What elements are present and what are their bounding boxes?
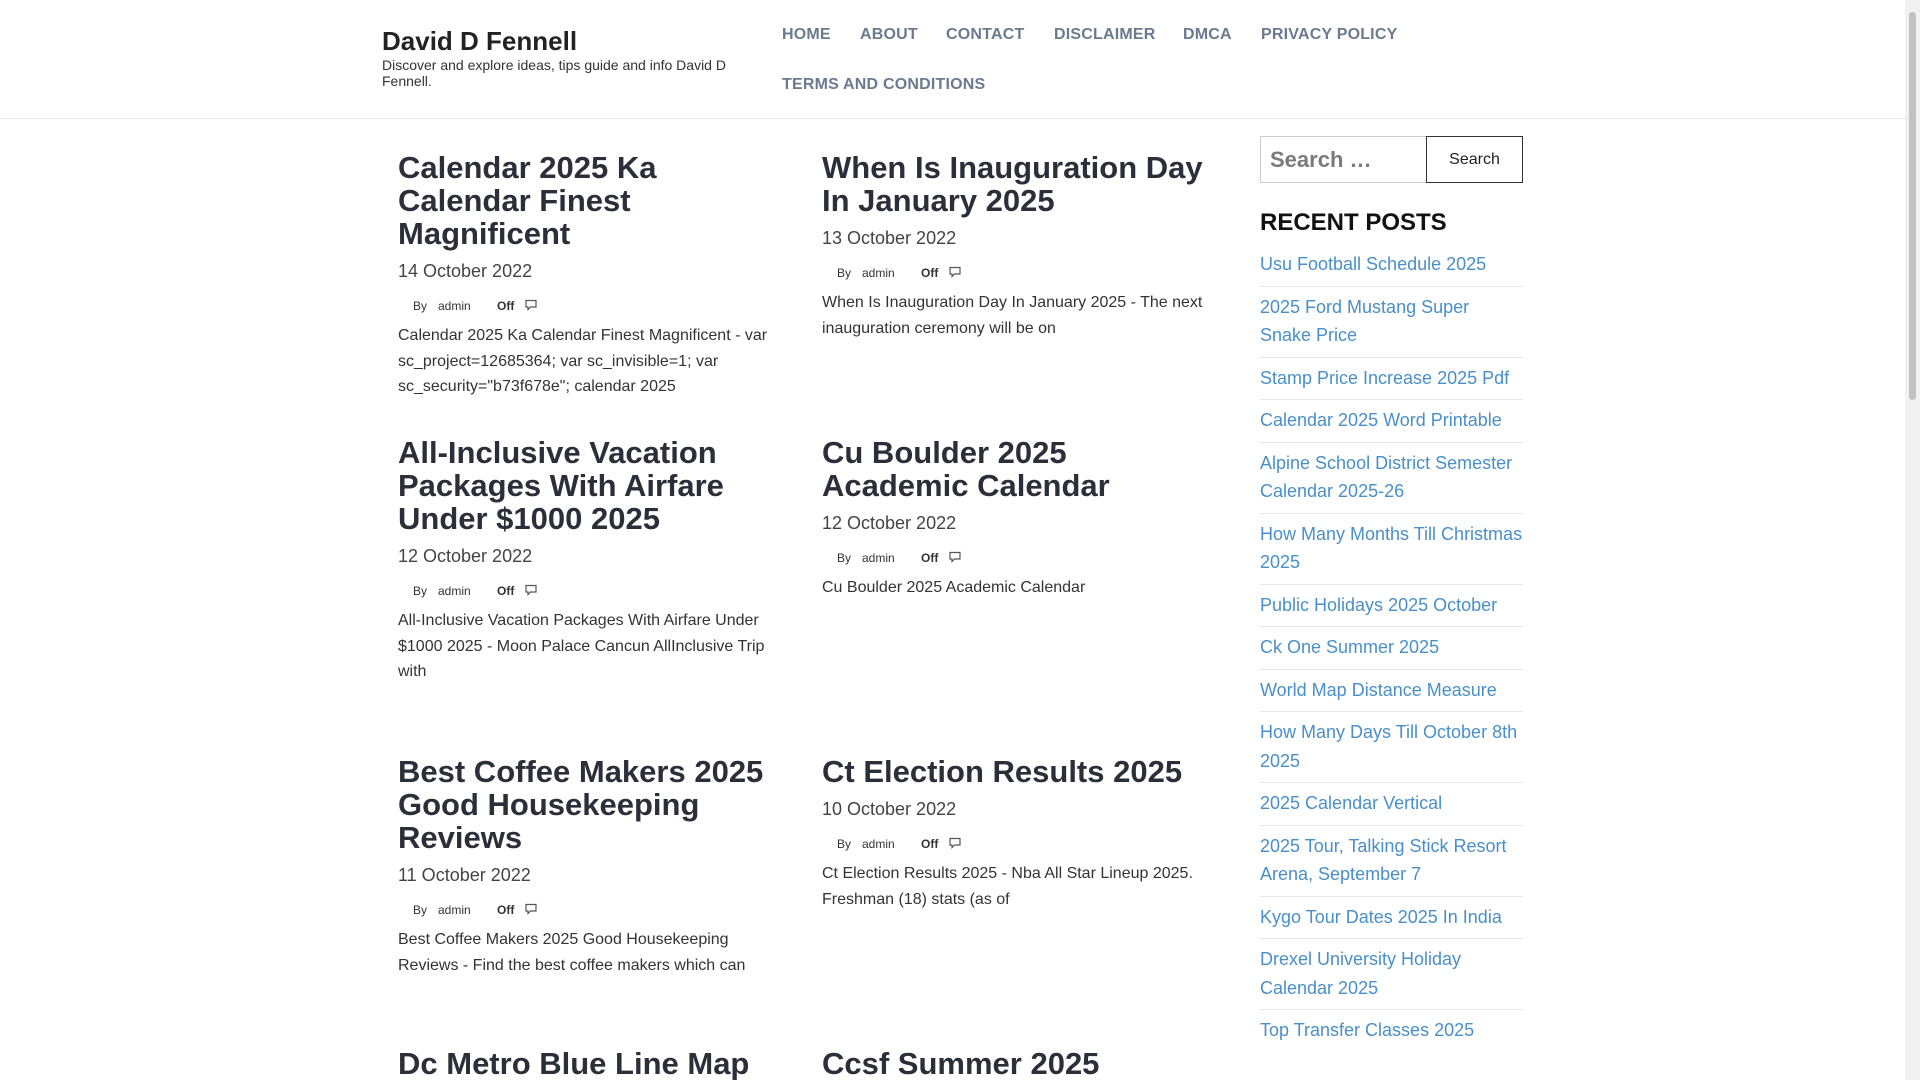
post-card bbox=[822, 436, 1207, 601]
site-branding bbox=[382, 26, 742, 89]
post-author[interactable]: admin bbox=[438, 584, 471, 598]
post-comments: Off bbox=[921, 266, 939, 280]
post-title[interactable]: Dc Metro Blue Line Map bbox=[398, 1046, 750, 1080]
comment-icon bbox=[525, 299, 537, 311]
post-comments: Off bbox=[497, 903, 515, 917]
search-form bbox=[1260, 136, 1523, 183]
recent-post-link[interactable]: Usu Football Schedule 2025 bbox=[1260, 254, 1487, 274]
list-item bbox=[1260, 670, 1523, 713]
post-title[interactable]: Ct Election Results 2025 bbox=[822, 754, 1183, 789]
list-item bbox=[1260, 712, 1523, 783]
post-comments: Off bbox=[497, 584, 515, 598]
recent-post-link[interactable]: Drexel University Holiday Calendar 2025 bbox=[1260, 949, 1462, 998]
page-scrollbar[interactable] bbox=[1905, 0, 1920, 1080]
post-by-label: By bbox=[413, 299, 428, 313]
site-description: Discover and explore ideas, tips guide and info David D Fennell. bbox=[382, 57, 726, 89]
post-by-label: By bbox=[413, 584, 428, 598]
recent-post-link[interactable]: Calendar 2025 Word Printable bbox=[1260, 410, 1502, 430]
post-author[interactable]: admin bbox=[862, 551, 895, 565]
recent-post-link[interactable]: How Many Days Till October 8th 2025 bbox=[1260, 722, 1518, 771]
post-title[interactable]: All-Inclusive Vacation Packages With Airfare Under $1000 2025 bbox=[398, 435, 724, 536]
search-input[interactable] bbox=[1260, 136, 1427, 183]
comment-icon bbox=[525, 584, 537, 596]
post-card bbox=[822, 1047, 1207, 1080]
post-by-label: By bbox=[837, 266, 852, 280]
recent-posts-list bbox=[1260, 244, 1523, 1052]
post-meta bbox=[822, 266, 1207, 280]
list-item bbox=[1260, 939, 1523, 1010]
search-button[interactable]: Search bbox=[1426, 136, 1523, 183]
comment-icon bbox=[949, 266, 961, 278]
post-author[interactable]: admin bbox=[862, 837, 895, 851]
recent-posts-heading: RECENT POSTS bbox=[1260, 209, 1447, 236]
list-item bbox=[1260, 443, 1523, 514]
post-excerpt: Best Coffee Makers 2025 Good Housekeeping Reviews - Find the best coffee makers which can bbox=[398, 931, 746, 974]
post-card bbox=[822, 151, 1207, 341]
list-item bbox=[1260, 627, 1523, 670]
recent-post-link[interactable]: Alpine School District Semester Calendar 2025-26 bbox=[1260, 452, 1513, 501]
nav-contact[interactable]: CONTACT bbox=[946, 26, 1025, 43]
post-excerpt: When Is Inauguration Day In January 2025 - The next inauguration ceremony will be on bbox=[822, 294, 1203, 337]
post-date: 13 October 2022 bbox=[822, 228, 957, 248]
post-date: 10 October 2022 bbox=[822, 799, 957, 819]
sidebar bbox=[1260, 136, 1523, 1052]
recent-post-link[interactable]: Stamp Price Increase 2025 Pdf bbox=[1260, 367, 1510, 388]
nav-home[interactable]: HOME bbox=[782, 26, 831, 43]
list-item bbox=[1260, 1010, 1523, 1052]
post-excerpt: Ct Election Results 2025 - Nba All Star Lineup 2025. Freshman (18) stats (as of bbox=[822, 865, 1193, 908]
post-excerpt: All-Inclusive Vacation Packages With Airfare Under $1000 2025 - Moon Palace Cancun AllInclusive Trip with bbox=[398, 612, 765, 680]
post-by-label: By bbox=[413, 903, 428, 917]
post-excerpt: Cu Boulder 2025 Academic Calendar bbox=[822, 579, 1086, 596]
post-meta bbox=[398, 299, 783, 313]
list-item bbox=[1260, 400, 1523, 443]
recent-post-link[interactable]: 2025 Calendar Vertical bbox=[1260, 793, 1443, 813]
recent-post-link[interactable]: Public Holidays 2025 October bbox=[1260, 594, 1498, 615]
post-title[interactable]: Cu Boulder 2025 Academic Calendar bbox=[822, 435, 1110, 503]
scrollbar-thumb[interactable] bbox=[1909, 12, 1916, 400]
post-author[interactable]: admin bbox=[438, 299, 471, 313]
comment-icon bbox=[949, 551, 961, 563]
post-date: 12 October 2022 bbox=[398, 546, 533, 566]
post-title[interactable]: Calendar 2025 Ka Calendar Finest Magnificent bbox=[398, 150, 657, 251]
nav-about[interactable]: ABOUT bbox=[860, 26, 918, 43]
post-comments: Off bbox=[921, 551, 939, 565]
nav-disclaimer[interactable]: DISCLAIMER bbox=[1054, 26, 1156, 43]
post-date: 12 October 2022 bbox=[822, 513, 957, 533]
post-comments: Off bbox=[497, 299, 515, 313]
post-title[interactable]: Best Coffee Makers 2025 Good Housekeeping Reviews bbox=[398, 754, 764, 855]
post-card bbox=[822, 755, 1207, 912]
post-card bbox=[398, 151, 783, 400]
recent-post-link[interactable]: How Many Months Till Christmas 2025 bbox=[1260, 523, 1523, 572]
post-date: 11 October 2022 bbox=[398, 865, 531, 885]
post-meta bbox=[398, 584, 783, 598]
recent-post-link[interactable]: Kygo Tour Dates 2025 In India bbox=[1260, 906, 1502, 927]
post-excerpt: Calendar 2025 Ka Calendar Finest Magnificent - var sc_project=12685364; var sc_invisible=1; var sc_security="b73f678e"; calendar 2025 bbox=[398, 327, 768, 395]
post-date: 14 October 2022 bbox=[398, 261, 533, 281]
recent-post-link[interactable]: World Map Distance Measure bbox=[1260, 679, 1497, 700]
post-card bbox=[398, 755, 783, 978]
nav-terms-and-conditions[interactable]: TERMS AND CONDITIONS bbox=[782, 76, 986, 93]
post-meta bbox=[398, 903, 783, 917]
post-title[interactable]: Ccsf Summer 2025 bbox=[822, 1046, 1100, 1080]
comment-icon bbox=[949, 837, 961, 849]
list-item bbox=[1260, 358, 1523, 401]
recent-post-link[interactable]: Ck One Summer 2025 bbox=[1260, 637, 1440, 657]
nav-dmca[interactable]: DMCA bbox=[1183, 26, 1232, 43]
list-item bbox=[1260, 826, 1523, 897]
comment-icon bbox=[525, 903, 537, 915]
recent-post-link[interactable]: 2025 Ford Mustang Super Snake Price bbox=[1260, 296, 1470, 345]
list-item bbox=[1260, 897, 1523, 940]
post-author[interactable]: admin bbox=[862, 266, 895, 280]
post-title[interactable]: When Is Inauguration Day In January 2025 bbox=[822, 150, 1203, 218]
list-item bbox=[1260, 287, 1523, 358]
list-item bbox=[1260, 514, 1523, 585]
post-by-label: By bbox=[837, 837, 852, 851]
site-title[interactable]: David D Fennell bbox=[382, 26, 578, 56]
post-meta bbox=[822, 837, 1207, 851]
post-by-label: By bbox=[837, 551, 852, 565]
list-item bbox=[1260, 585, 1523, 628]
post-meta bbox=[822, 551, 1207, 565]
post-card bbox=[398, 436, 783, 685]
recent-post-link[interactable]: 2025 Tour, Talking Stick Resort Arena, September 7 bbox=[1260, 835, 1507, 884]
nav-privacy-policy[interactable]: PRIVACY POLICY bbox=[1261, 26, 1398, 43]
list-item bbox=[1260, 783, 1523, 826]
post-comments: Off bbox=[921, 837, 939, 851]
site-header bbox=[0, 0, 1905, 119]
post-author[interactable]: admin bbox=[438, 903, 471, 917]
recent-post-link[interactable]: Top Transfer Classes 2025 bbox=[1260, 1020, 1475, 1040]
post-card bbox=[398, 1047, 783, 1080]
list-item bbox=[1260, 244, 1523, 287]
